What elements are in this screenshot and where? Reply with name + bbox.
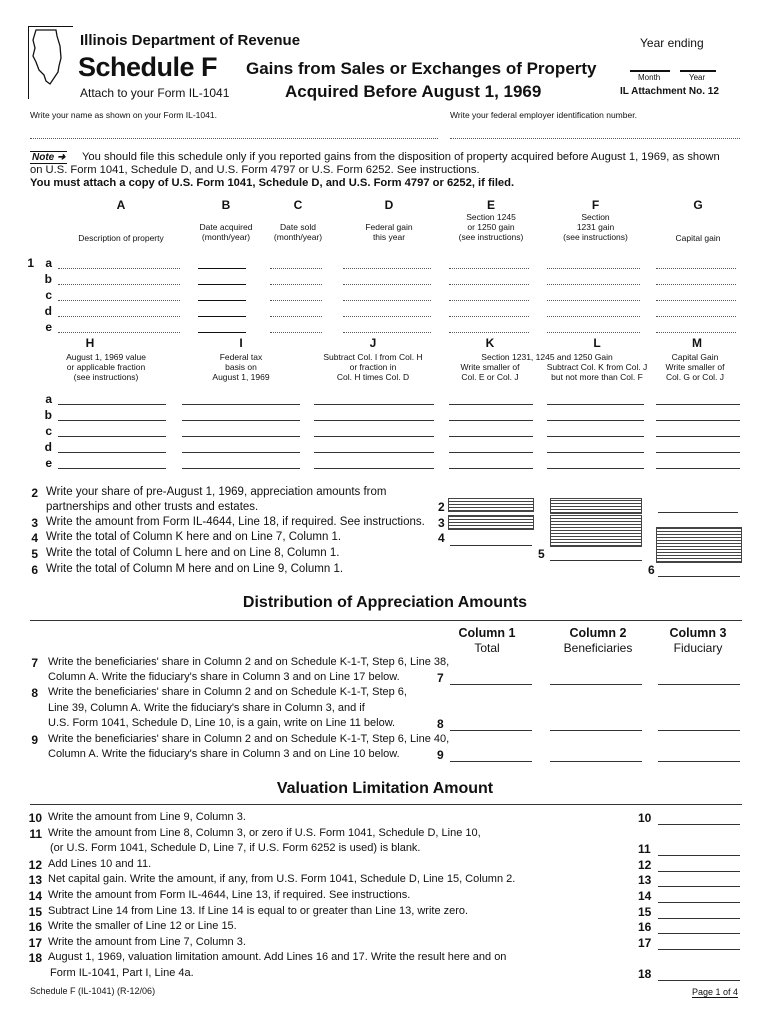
- arrow-right-icon: ➜: [57, 152, 66, 163]
- column-head-text: or fraction in: [349, 362, 397, 372]
- table2-cell-c-j[interactable]: [314, 436, 434, 437]
- table1-cell-d-f[interactable]: [547, 316, 640, 317]
- column-letter-e: E: [486, 198, 495, 212]
- name-label: Write your name as shown on your Form IL-1041.: [30, 110, 217, 120]
- note-line2: on U.S. Form 1041, Schedule D, and U.S. Form 4797 or U.S. Form 6252. See instructions.: [30, 164, 480, 176]
- line-text: Column A. Write the fiduciary's share in Column 3 and on Line 10 below.: [48, 748, 400, 760]
- year-ending-label: Year ending: [640, 36, 704, 50]
- line-text: Write your share of pre-August 1, 1969, appreciation amounts from: [46, 486, 387, 498]
- column-head-text: Section 1245: [466, 212, 516, 222]
- table2-cell-b-k[interactable]: [449, 420, 533, 421]
- table1-cell-e-b[interactable]: [198, 332, 246, 333]
- table2-cell-b-h[interactable]: [58, 420, 166, 421]
- column-head-text: Subtract Col. K from Col. J: [546, 362, 648, 372]
- line-text: Write the total of Column M here and on Line 9, Column 1.: [46, 563, 344, 575]
- note-label: [30, 151, 67, 164]
- line-17-input[interactable]: [658, 949, 740, 950]
- line-14-number: 14: [28, 889, 42, 903]
- line-4-number: 4: [31, 531, 38, 545]
- line-17-number: 17: [28, 936, 42, 950]
- line-5-input[interactable]: [550, 560, 642, 561]
- line-text: Net capital gain. Write the amount, if any, from U.S. Form 1041, Schedule D, Line 15, Column 2.: [48, 873, 516, 885]
- column-head-text: Capital Gain: [671, 352, 719, 362]
- column-head-text: Write smaller of: [665, 362, 725, 372]
- table2-cell-e-i[interactable]: [182, 468, 300, 469]
- table1-cell-c-b[interactable]: [198, 300, 246, 301]
- column-head-text: Subtract Col. I from Col. H: [323, 352, 423, 362]
- column-head-text: Write smaller of: [460, 362, 520, 372]
- note-line3: You must attach a copy of U.S. Form 1041, Schedule D, and U.S. Form 4797 or 6252, if filed.: [30, 177, 515, 189]
- table1-cell-a-b[interactable]: [198, 268, 246, 269]
- line-7-column-1-input[interactable]: [450, 684, 532, 685]
- column-1-sub: Total: [474, 641, 500, 655]
- column-letter-j: J: [369, 336, 377, 350]
- row-label-c: c: [45, 424, 52, 438]
- table1-cell-e-c[interactable]: [270, 332, 322, 333]
- row-label-c: c: [45, 288, 52, 302]
- table1-cell-c-e[interactable]: [449, 300, 529, 301]
- line-text: Write the amount from Form IL-4644, Line 13, if required. See instructions.: [48, 889, 411, 901]
- row-label-a: a: [45, 256, 52, 270]
- table2-cell-e-m[interactable]: [656, 468, 740, 469]
- column-head-text: Federal gain: [365, 222, 413, 232]
- table1-cell-c-a[interactable]: [58, 300, 180, 301]
- table1-cell-b-e[interactable]: [449, 284, 529, 285]
- row-label-b: b: [44, 408, 52, 422]
- column-head-text: (month/year): [201, 232, 251, 242]
- table2-cell-d-l[interactable]: [547, 452, 644, 453]
- column-head-text: Date sold: [280, 222, 316, 232]
- line-10-input[interactable]: [658, 824, 740, 825]
- table2-cell-a-i[interactable]: [182, 404, 300, 405]
- line-4-input[interactable]: [450, 545, 532, 546]
- table2-cell-d-i[interactable]: [182, 452, 300, 453]
- line-11-number: 11: [29, 827, 42, 841]
- column-head-text: Date acquired: [199, 222, 253, 232]
- line-16-box-number: 16: [638, 920, 652, 934]
- column-letter-m: M: [692, 336, 702, 350]
- column-head-text: or 1250 gain: [467, 222, 515, 232]
- column-head-text: (month/year): [273, 232, 323, 242]
- table1-cell-a-g[interactable]: [656, 268, 736, 269]
- line-3-number: 3: [31, 516, 38, 530]
- table1-cell-a-e[interactable]: [449, 268, 529, 269]
- table1-cell-d-b[interactable]: [198, 316, 246, 317]
- line-3-shaded-box: [448, 515, 534, 530]
- row-label-e: e: [45, 320, 52, 334]
- column-head-text: Capital gain: [675, 233, 721, 243]
- form-id: Schedule F (IL-1041) (R-12/06): [30, 986, 156, 996]
- line-11-box-number: 11: [638, 842, 651, 856]
- column-letter-d: D: [384, 198, 394, 212]
- column-letter-f: F: [591, 198, 600, 212]
- line-13-input[interactable]: [658, 886, 740, 887]
- column-head-text: Col. E or Col. J: [461, 372, 519, 382]
- table2-cell-e-h[interactable]: [58, 468, 166, 469]
- col-m-line-2-input[interactable]: [658, 512, 738, 513]
- table1-cell-d-a[interactable]: [58, 316, 180, 317]
- line-5-number: 5: [31, 547, 38, 561]
- table1-cell-a-f[interactable]: [547, 268, 640, 269]
- line-14-box-number: 14: [638, 889, 652, 903]
- table1-cell-c-c[interactable]: [270, 300, 322, 301]
- table2-cell-d-m[interactable]: [656, 452, 740, 453]
- table2-cell-e-j[interactable]: [314, 468, 434, 469]
- line-text: Write the total of Column L here and on Line 8, Column 1.: [46, 547, 340, 559]
- table2-cell-a-j[interactable]: [314, 404, 434, 405]
- line-7-box-number: 7: [437, 671, 444, 685]
- line-text: Form IL-1041, Part I, Line 4a.: [50, 967, 194, 979]
- table1-cell-b-c[interactable]: [270, 284, 322, 285]
- table2-cell-c-k[interactable]: [449, 436, 533, 437]
- column-head-text: but not more than Col. F: [551, 372, 643, 382]
- line-15-number: 15: [28, 905, 42, 919]
- column-letter-b: B: [221, 198, 231, 212]
- column-head-text: basis on: [225, 362, 257, 372]
- form-title-line1: Gains from Sales or Exchanges of Property: [246, 59, 597, 78]
- table1-cell-c-d[interactable]: [343, 300, 431, 301]
- column-head-text: August 1, 1969: [212, 372, 270, 382]
- line-15-box-number: 15: [638, 905, 652, 919]
- line-13-box-number: 13: [638, 873, 652, 887]
- line-18-number: 18: [28, 951, 42, 965]
- note-line1: You should file this schedule only if you reported gains from the disposition of property acquired before August 1, 1969, as shown: [82, 151, 720, 163]
- attach-instruction: Attach to your Form IL-1041: [80, 86, 230, 100]
- column-head-text: or applicable fraction: [66, 362, 146, 372]
- table1-cell-c-f[interactable]: [547, 300, 640, 301]
- table2-cell-b-j[interactable]: [314, 420, 434, 421]
- column-head-text: (see instructions): [563, 232, 628, 242]
- table1-cell-a-c[interactable]: [270, 268, 322, 269]
- line-9-box-number: 9: [437, 748, 444, 762]
- line-text: partnerships and other trusts and estates.: [46, 501, 259, 513]
- line-2-number: 2: [31, 486, 38, 500]
- table2-cell-c-i[interactable]: [182, 436, 300, 437]
- line-12-input[interactable]: [658, 871, 740, 872]
- col-l-shaded-box-2: [550, 498, 642, 514]
- distribution-rule: [30, 620, 742, 621]
- line-text: Write the beneficiaries' share in Column 2 and on Schedule K-1-T, Step 6, Line 38,: [48, 656, 450, 668]
- month-label: Month: [638, 73, 661, 82]
- line-8-column-3-input[interactable]: [658, 730, 740, 731]
- form-title-line2: Acquired Before August 1, 1969: [285, 82, 542, 101]
- table2-cell-b-l[interactable]: [547, 420, 644, 421]
- line-6-number: 6: [31, 563, 38, 577]
- line-8-column-1-input[interactable]: [450, 730, 532, 731]
- column-head-text: Section 1231, 1245 and 1250 Gain: [481, 352, 613, 362]
- column-letter-k: K: [485, 336, 495, 350]
- table2-cell-a-k[interactable]: [449, 404, 533, 405]
- table2-cell-e-k[interactable]: [449, 468, 533, 469]
- line-text: Write the beneficiaries' share in Column 2 and on Schedule K-1-T, Step 6, Line 40,: [48, 733, 450, 745]
- column-head-text: Col. G or Col. J: [665, 372, 725, 382]
- column-letter-l: L: [593, 336, 601, 350]
- line-7-number: 7: [31, 656, 38, 670]
- line-text: Write the beneficiaries' share in Column 2 and on Schedule K-1-T, Step 6,: [48, 686, 407, 698]
- schedule-title: Schedule F: [78, 52, 218, 82]
- line-text: U.S. Form 1041, Schedule D, Line 10, is a gain, write on Line 11 below.: [48, 717, 396, 729]
- line-9-column-2-input[interactable]: [550, 761, 642, 762]
- line-16-input[interactable]: [658, 933, 740, 934]
- line-5-box-number: 5: [538, 547, 545, 561]
- col-m-shaded-box: [656, 527, 742, 563]
- column-head-text: this year: [372, 232, 406, 242]
- line-12-number: 12: [28, 858, 42, 872]
- line-text: Write the smaller of Line 12 or Line 15.: [48, 920, 237, 932]
- valuation-title: Valuation Limitation Amount: [276, 780, 494, 797]
- line-text: Write the total of Column K here and on Line 7, Column 1.: [46, 531, 342, 543]
- line-6-input[interactable]: [658, 576, 740, 577]
- line-1-number: 1: [27, 256, 34, 270]
- line-text: Write the amount from Line 9, Column 3.: [48, 811, 246, 823]
- table1-cell-a-d[interactable]: [343, 268, 431, 269]
- line-16-number: 16: [28, 920, 42, 934]
- table1-cell-a-a[interactable]: [58, 268, 180, 269]
- column-letter-g: G: [693, 198, 703, 212]
- page-number: Page 1 of 4: [692, 987, 739, 997]
- table2-cell-d-h[interactable]: [58, 452, 166, 453]
- line-11-input[interactable]: [658, 855, 740, 856]
- line-8-number: 8: [31, 686, 38, 700]
- column-head-text: Col. H times Col. D: [336, 372, 410, 382]
- column-letter-a: A: [116, 198, 126, 212]
- table1-cell-b-g[interactable]: [656, 284, 736, 285]
- table2-cell-b-m[interactable]: [656, 420, 740, 421]
- line-8-box-number: 8: [437, 717, 444, 731]
- table2-cell-c-l[interactable]: [547, 436, 644, 437]
- row-label-d: d: [44, 304, 52, 318]
- table2-cell-c-h[interactable]: [58, 436, 166, 437]
- line-18-input[interactable]: [658, 980, 740, 981]
- fein-label: Write your federal employer identification number.: [450, 110, 637, 120]
- line-8-column-2-input[interactable]: [550, 730, 642, 731]
- line-17-box-number: 17: [638, 936, 652, 950]
- table1-cell-c-g[interactable]: [656, 300, 736, 301]
- table2-cell-a-h[interactable]: [58, 404, 166, 405]
- column-head-text: Section: [581, 212, 610, 222]
- line-10-box-number: 10: [638, 811, 652, 825]
- line-text: Subtract Line 14 from Line 13. If Line 14 is equal to or greater than Line 13, write zero.: [48, 905, 469, 917]
- column-head-text: Description of property: [78, 233, 164, 243]
- line-9-column-1-input[interactable]: [450, 761, 532, 762]
- table1-cell-d-c[interactable]: [270, 316, 322, 317]
- table1-cell-e-f[interactable]: [547, 332, 640, 333]
- table1-cell-d-e[interactable]: [449, 316, 529, 317]
- valuation-rule: [30, 804, 742, 805]
- line-4-box-number: 4: [438, 531, 445, 545]
- line-12-box-number: 12: [638, 858, 652, 872]
- column-letter-i: I: [239, 336, 243, 350]
- row-label-d: d: [44, 440, 52, 454]
- column-head-text: August 1, 1969 value: [66, 352, 146, 362]
- year-input[interactable]: [680, 70, 716, 72]
- table1-cell-d-d[interactable]: [343, 316, 431, 317]
- line-10-number: 10: [28, 811, 42, 825]
- table1-cell-d-g[interactable]: [656, 316, 736, 317]
- table2-cell-d-k[interactable]: [449, 452, 533, 453]
- column-2-header: Column 2: [569, 626, 627, 640]
- table2-cell-a-l[interactable]: [547, 404, 644, 405]
- column-2-sub: Beneficiaries: [563, 641, 633, 655]
- column-3-sub: Fiduciary: [673, 641, 723, 655]
- line-text: Line 39, Column A. Write the fiduciary's share in Column 3, and if: [48, 702, 365, 714]
- line-text: Write the amount from Line 7, Column 3.: [48, 936, 246, 948]
- month-input[interactable]: [630, 70, 670, 72]
- fein-input[interactable]: [450, 138, 740, 139]
- table1-cell-b-a[interactable]: [58, 284, 180, 285]
- line-7-column-2-input[interactable]: [550, 684, 642, 685]
- line-2-shaded-box: [448, 498, 534, 512]
- year-label: Year: [689, 73, 706, 82]
- name-input[interactable]: [30, 138, 438, 139]
- line-text: Write the amount from Form IL-4644, Line 18, if required. See instructions.: [46, 516, 425, 528]
- line-text: Column A. Write the fiduciary's share in Column 3 and on Line 17 below.: [48, 671, 400, 683]
- table1-cell-b-f[interactable]: [547, 284, 640, 285]
- line-text: Add Lines 10 and 11.: [48, 858, 152, 870]
- line-18-box-number: 18: [638, 967, 652, 981]
- attachment-number: IL Attachment No. 12: [620, 86, 719, 97]
- line-13-number: 13: [28, 873, 42, 887]
- column-1-header: Column 1: [458, 626, 516, 640]
- table1-cell-e-e[interactable]: [449, 332, 529, 333]
- column-head-text: (see instructions): [73, 372, 139, 382]
- line-6-box-number: 6: [648, 563, 655, 577]
- line-text: Write the amount from Line 8, Column 3, or zero if U.S. Form 1041, Schedule D, Line 10,: [48, 827, 481, 839]
- line-text: August 1, 1969, valuation limitation amount. Add Lines 16 and 17. Write the result here and on: [48, 951, 507, 963]
- column-head-text: 1231 gain: [576, 222, 615, 232]
- table1-cell-e-a[interactable]: [58, 332, 180, 333]
- table2-cell-e-l[interactable]: [547, 468, 644, 469]
- line-9-number: 9: [31, 733, 38, 747]
- line-2-box-number: 2: [438, 500, 445, 514]
- distribution-title: Distribution of Appreciation Amounts: [242, 594, 528, 611]
- column-letter-h: H: [85, 336, 95, 350]
- column-head-text: (see instructions): [458, 232, 524, 242]
- department-name: Illinois Department of Revenue: [80, 32, 301, 49]
- table1-cell-e-g[interactable]: [656, 332, 736, 333]
- column-letter-c: C: [293, 198, 303, 212]
- table2-cell-d-j[interactable]: [314, 452, 434, 453]
- table2-cell-a-m[interactable]: [656, 404, 740, 405]
- line-7-column-3-input[interactable]: [658, 684, 740, 685]
- column-head-text: Federal tax: [219, 352, 263, 362]
- col-l-shaded-box-3: [550, 515, 642, 547]
- table2-cell-b-i[interactable]: [182, 420, 300, 421]
- table1-cell-b-b[interactable]: [198, 284, 246, 285]
- table1-cell-b-d[interactable]: [343, 284, 431, 285]
- row-label-e: e: [45, 456, 52, 470]
- line-14-input[interactable]: [658, 902, 740, 903]
- column-3-header: Column 3: [669, 626, 727, 640]
- header-box-lines: [28, 26, 73, 99]
- line-15-input[interactable]: [658, 918, 740, 919]
- note-label-text: Note: [32, 152, 55, 163]
- line-text: (or U.S. Form 1041, Schedule D, Line 7, if U.S. Form 6252 is used) is blank.: [50, 842, 421, 854]
- table1-cell-e-d[interactable]: [343, 332, 431, 333]
- row-label-a: a: [45, 392, 52, 406]
- table2-cell-c-m[interactable]: [656, 436, 740, 437]
- row-label-b: b: [44, 272, 52, 286]
- line-9-column-3-input[interactable]: [658, 761, 740, 762]
- line-3-box-number: 3: [438, 516, 445, 530]
